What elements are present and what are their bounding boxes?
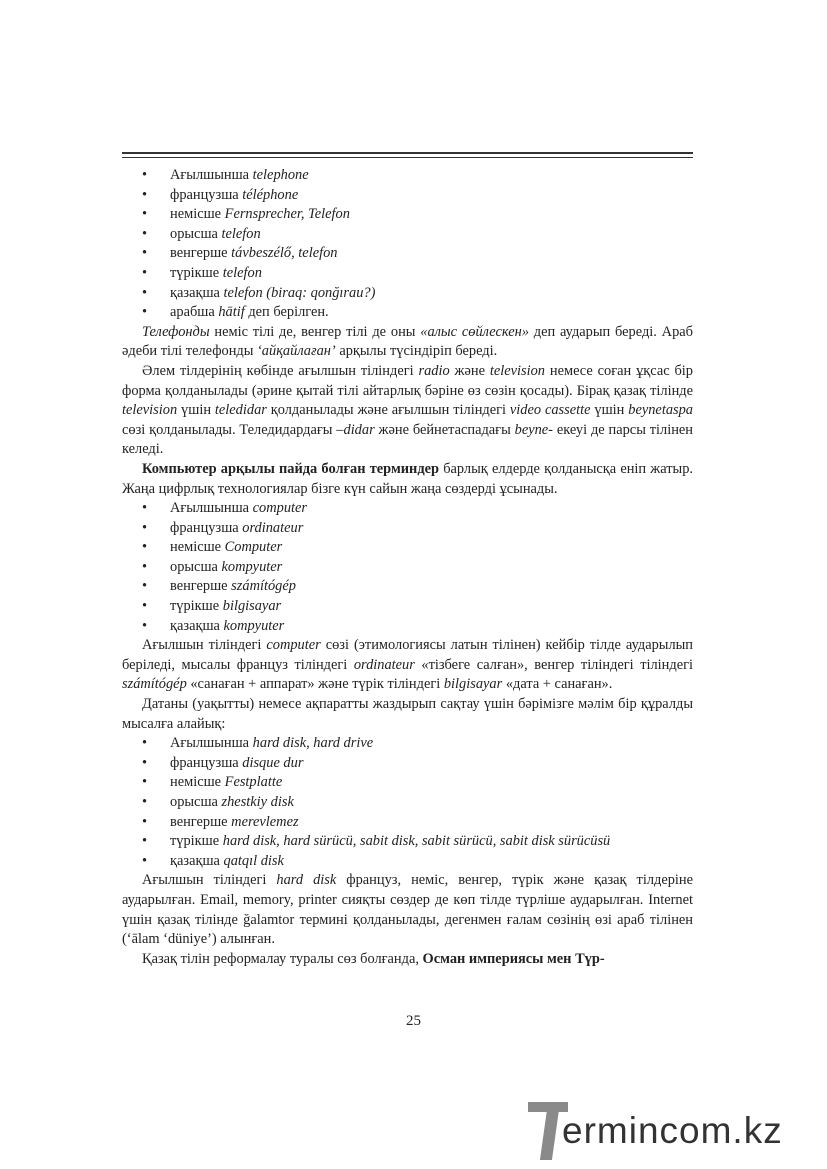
paragraph-hard-disk-translation: Ағылшын тіліндегі hard disk француз, неміс, венгер, түрік және қазақ тілдеріне аударылған. Email, memory, printer сияқты сөздер де көп тілде түрліше аударылған. Internet үшін қазақ тілінде ğalamtor термині қолданылады, дегенмен ғалам сөзінің өзі араб тілінен (‘ālam ‘düniye’) алынған. — [122, 872, 693, 948]
header-rule-thick — [122, 152, 693, 154]
list-item: • орысша zhestkiy disk — [122, 793, 693, 813]
paragraph-reform: Қазақ тілін реформалау туралы сөз болғанда, Осман империясы мен Түр- — [142, 950, 605, 967]
list-item: • французша téléphone — [122, 186, 693, 206]
computer-terms-list — [122, 499, 693, 636]
list-item: • немісше Fernsprecher, Telefon — [122, 205, 693, 225]
header-rule-thin — [122, 157, 693, 158]
page-body — [122, 166, 693, 969]
list-item: • түрікше hard disk, hard sürücü, sabit disk, sabit sürücü, sabit disk sürücüsü — [122, 832, 693, 852]
paragraph-computer-etymology: Ағылшын тіліндегі computer сөзі (этимологиясы латын тілінен) кейбір тілде аударылып беріледі, мысалы француз тіліндегі ordinateur «тізбеге салған», венгер тіліндегі тіліндегі számítógép «санаған + аппарат» және түрік тіліндегі bilgisayar «дата + санаған». — [122, 637, 694, 693]
list-item: • Ағылшынша telephone — [122, 166, 693, 186]
list-item: • Ағылшынша computer — [122, 499, 693, 519]
paragraph-telephone-translation: Телефонды неміс тілі де, венгер тілі де оны «алыс сөйлескен» деп аударып береді. Араб әдеби тілі телефонды ‘айқайлаған’ арқылы түсіндіріп береді. — [122, 323, 693, 360]
list-item: • венгерше távbeszélő, telefon — [122, 244, 693, 264]
list-item: • немісше Festplatte — [122, 773, 693, 793]
list-item: • арабша hātif деп берілген. — [122, 303, 693, 323]
logo-text: ermincom.kz — [562, 1110, 783, 1151]
list-item: • қазақша kompyuter — [122, 617, 693, 637]
list-item: • орысша kompyuter — [122, 558, 693, 578]
paragraph-radio-television: Әлем тілдерінің көбінде ағылшын тіліндегі radio және television немесе соған ұқсас бір форма қолданылады (әрине қытай тілі айтарлық бәріне өз сөзін қосады). Бірақ қазақ тілінде television үшін teledidar қолданылады және ағылшын тіліндегі video cassette үшін beynetaspa сөзі қолданылады. Теледидардағы –didar және бейнетаспадағы beyne- екеуі де парсы тілінен келеді. — [122, 362, 694, 458]
list-item: • орысша telefon — [122, 225, 693, 245]
termincom-logo — [520, 1098, 820, 1168]
paragraph-storage-intro: Датаны (уақытты) немесе ақпаратты жаздырып сақтау үшін бәрімізге мәлім бір құралды мысалға алайық: — [122, 696, 693, 732]
list-item: • немісше Computer — [122, 538, 693, 558]
telephone-terms-list — [122, 166, 693, 323]
list-item: • түрікше bilgisayar — [122, 597, 693, 617]
list-item: • французша disque dur — [122, 754, 693, 774]
list-item: • Ағылшынша hard disk, hard drive — [122, 734, 693, 754]
paragraph-computer-terms: Компьютер арқылы пайда болған терминдер барлық елдерде қолданысқа еніп жатыр. Жаңа цифрлық технологиялар бізге күн сайын жаңа сөздерді ұсынады. — [122, 460, 693, 497]
list-item: • венгерше számítógép — [122, 577, 693, 597]
list-item: • түрікше telefon — [122, 264, 693, 284]
hard-disk-terms-list — [122, 734, 693, 871]
list-item: • французша ordinateur — [122, 519, 693, 539]
list-item: • венгерше merevlemez — [122, 813, 693, 833]
page-number: 25 — [406, 1013, 421, 1029]
list-item: • қазақша qatqıl disk — [122, 852, 693, 872]
list-item: • қазақша telefon (biraq: qonğırau?) — [122, 284, 693, 304]
